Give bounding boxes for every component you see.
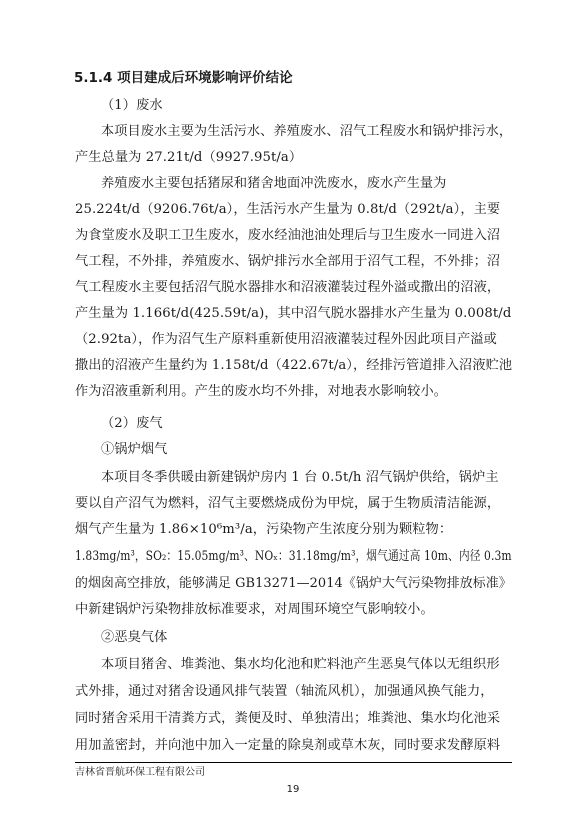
item-title-boiler-flue-gas: ①锅炉烟气 bbox=[101, 442, 168, 457]
paragraph-line: 本项目冬季供暖由新建锅炉房内 1 台 0.5t/h 沼气锅炉供给，锅炉主 bbox=[101, 470, 499, 485]
paragraph-line: 产生总量为 27.21t/d（9927.95t/a） bbox=[75, 150, 303, 165]
paragraph-line: 中新建锅炉污染物排放标准要求，对周围环境空气影响较小。 bbox=[75, 602, 434, 617]
paragraph-line: 式外排，通过对猪舍设通风排气装置（轴流风机），加强通风换气能力， bbox=[75, 684, 494, 699]
paragraph-line: 气工程废水主要包括沼气脱水器排水和沼液灌装过程外溢或撒出的沼液， bbox=[75, 280, 501, 295]
paragraph-line: 要以自产沼气为燃料，沼气主要燃烧成份为甲烷，属于生物质清洁能源， bbox=[75, 496, 501, 511]
paragraph-line: 作为沼液重新利用。产生的废水均不外排，对地表水影响较小。 bbox=[75, 384, 448, 399]
paragraph-line: 撒出的沼液产生量约为 1.158t/d（422.67t/a），经排污管道排入沼液贮池 bbox=[75, 358, 513, 373]
paragraph-line: 气工程，不外排，养殖废水、锅炉排污水全部用于沼气工程，不外排；沼 bbox=[75, 254, 501, 269]
page-number: 19 bbox=[286, 784, 300, 795]
subsection-title-exhaust: （2）废气 bbox=[101, 416, 163, 431]
paragraph-line: 用加盖密封，并向池中加入一定量的除臭剂或草木灰，同时要求发酵原料 bbox=[75, 738, 501, 753]
paragraph-line: 25.224t/d（9206.76t/a），生活污水产生量为 0.8t/d（292t/a），主要 bbox=[75, 202, 501, 217]
paragraph-line: 的烟囱高空排放，能够满足 GB13271—2014《锅炉大气污染物排放标准》 bbox=[75, 576, 512, 591]
paragraph-line: 养殖废水主要包括猪尿和猪舍地面冲洗废水，废水产生量为 bbox=[101, 176, 447, 191]
paragraph-line: 为食堂废水及职工卫生废水，废水经油池油处理后与卫生废水一同进入沼 bbox=[75, 228, 501, 243]
paragraph-line: 本项目废水主要为生活污水、养殖废水、沼气工程废水和锅炉排污水， bbox=[101, 124, 513, 139]
paragraph-line: 烟气产生量为 1.86×10⁶m³/a，污染物产生浓度分别为颗粒物： bbox=[75, 522, 453, 537]
subsection-title-wastewater: （1）废水 bbox=[101, 98, 163, 113]
paragraph-line: 本项目猪舍、堆粪池、集水均化池和贮料池产生恶臭气体以无组织形 bbox=[101, 657, 500, 672]
paragraph-line: 产生量为 1.166t/d(425.59t/a)，其中沼气脱水器排水产生量为 0.008t/d bbox=[75, 306, 512, 321]
section-heading: 5.1.4 项目建成后环境影响评价结论 bbox=[74, 70, 293, 86]
paragraph-line: 同时猪舍采用干清粪方式，粪便及时、单独清出；堆粪池、集水均化池采 bbox=[75, 711, 501, 726]
paragraph-line: （2.92ta），作为沼气生产原料重新使用沼液灌装过程外因此项目产溢或 bbox=[75, 332, 497, 347]
footer-organization: 吉林省晋航环保工程有限公司 bbox=[75, 767, 205, 778]
paragraph-line: 1.83mg/m³，SO₂：15.05mg/m³、NOₓ：31.18mg/m³，烟气通过高 10m、内径 0.3m bbox=[75, 549, 512, 564]
item-title-odor-gas: ②恶臭气体 bbox=[101, 630, 168, 645]
